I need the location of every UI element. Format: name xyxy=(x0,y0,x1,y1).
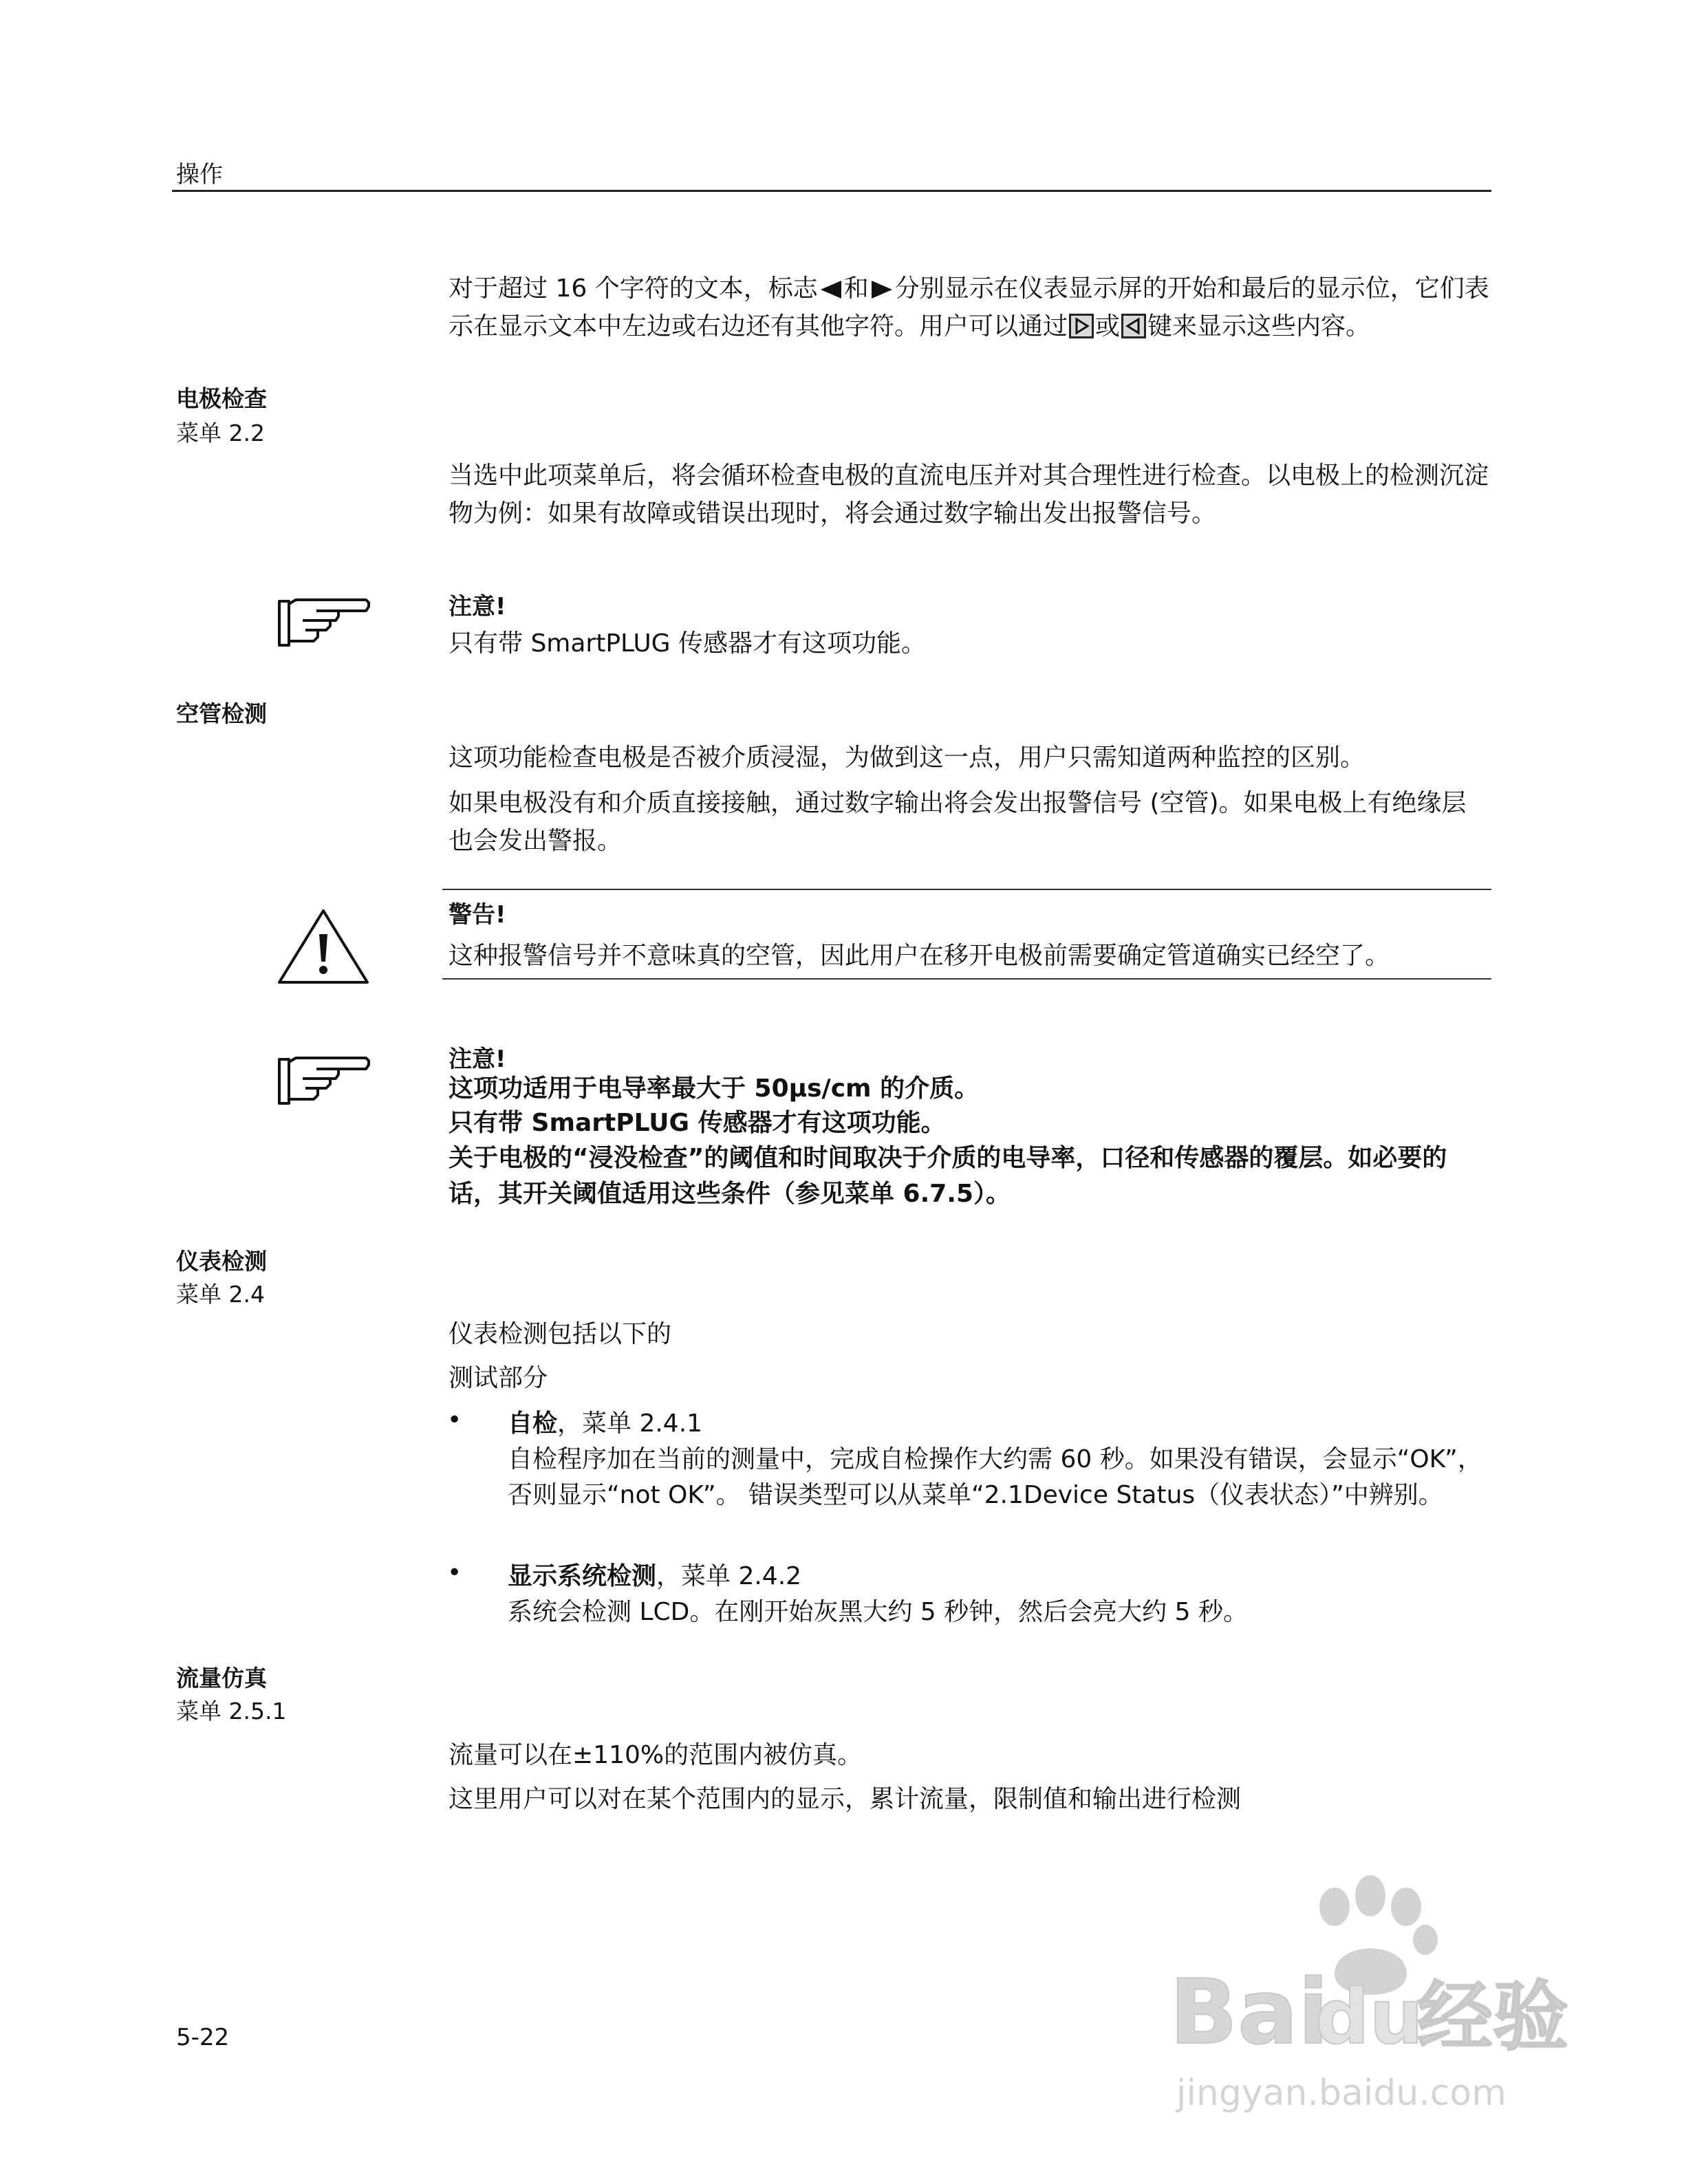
note-label-1: 注意! xyxy=(449,593,506,620)
left-triangle-icon xyxy=(819,279,843,300)
item-menu: ，菜单 2.4.1 xyxy=(557,1409,703,1438)
note-2-line-3: 关于电极的“浸没检查”的阈值和时间取决于介质的电导率，口径和传感器的覆层。如必要的话，其开关阈值适用这些条件（参见菜单 6.7.5）。 xyxy=(449,1144,1447,1208)
intro-text-1: 对于超过 16 个字符的文本，标志 xyxy=(449,274,818,303)
instrument-check-intro-1: 仪表检测包括以下的 xyxy=(449,1320,672,1348)
warning-top-rule xyxy=(442,889,1491,890)
menu-ref-2-5-1: 菜单 2.5.1 xyxy=(176,1698,287,1725)
watermark-url: jingyan.baidu.com xyxy=(1176,2073,1507,2114)
empty-pipe-body-1: 这项功能检查电极是否被介质浸湿，为做到这一点，用户只需知道两种监控的区别。 xyxy=(449,744,1365,772)
menu-ref-2-4: 菜单 2.4 xyxy=(176,1281,265,1308)
warning-bottom-rule xyxy=(442,978,1491,980)
intro-text-2: 和 xyxy=(843,274,869,303)
section-title-instrument-check: 仪表检测 xyxy=(176,1248,267,1275)
warning-triangle-icon xyxy=(275,907,371,986)
section-title-empty-pipe: 空管检测 xyxy=(176,700,267,727)
item-name: 自检 xyxy=(508,1409,558,1438)
empty-pipe-body-2: 如果电极没有和介质直接接触，通过数字输出将会发出报警信号 (空管)。如果电极上有绝缘层也会发出警报。 xyxy=(449,789,1467,855)
intro-paragraph xyxy=(449,270,1491,345)
watermark-cn: 经验 xyxy=(1417,1973,1568,2061)
watermark-brand-2: du xyxy=(1315,1973,1424,2061)
right-triangle-icon xyxy=(870,279,894,300)
bullet: • xyxy=(447,1559,462,1587)
baidu-watermark xyxy=(1169,1871,1596,2126)
item-desc: 自检程序加在当前的测量中，完成自检操作大约需 60 秒。如果没有错误，会显示“OK”， 否则显示“not OK”。 错误类型可以从菜单“2.1Device Status（仪表状态）”中辨别。 xyxy=(508,1445,1482,1509)
pointing-hand-icon xyxy=(275,593,371,649)
menu-ref-2-2: 菜单 2.2 xyxy=(176,420,265,446)
bullet: • xyxy=(447,1406,462,1434)
pointing-hand-icon xyxy=(275,1051,371,1107)
page-number: 5-22 xyxy=(176,2024,230,2051)
item-menu: ，菜单 2.4.2 xyxy=(656,1562,802,1590)
left-key-icon xyxy=(1121,314,1146,338)
section-title-electrode-check: 电极检查 xyxy=(176,385,267,412)
intro-text-5: 键来显示这些内容。 xyxy=(1147,312,1371,340)
flow-sim-body-1: 流量可以在±110%的范围内被仿真。 xyxy=(449,1741,863,1769)
warning-label: 警告! xyxy=(449,901,506,929)
item-name: 显示系统检测 xyxy=(508,1562,657,1590)
note-2-line-1: 这项功适用于电导率最大于 50µs/cm 的介质。 xyxy=(449,1074,980,1103)
note-2-line-2: 只有带 SmartPLUG 传感器才有这项功能。 xyxy=(449,1109,946,1137)
instrument-check-intro-2: 测试部分 xyxy=(449,1364,548,1392)
item-desc: 系统会检测 LCD。在刚开始灰黑大约 5 秒钟，然后会亮大约 5 秒。 xyxy=(508,1598,1248,1626)
right-key-icon xyxy=(1069,314,1094,338)
watermark-brand: Bai xyxy=(1169,1960,1329,2064)
electrode-check-body: 当选中此项菜单后，将会循环检查电极的直流电压并对其合理性进行检查。以电极上的检测沉淀物为例：如果有故障或错误出现时，将会通过数字输出发出报警信号。 xyxy=(449,462,1489,528)
note-label-2: 注意! xyxy=(449,1046,506,1073)
list-item xyxy=(508,1559,1491,1630)
flow-sim-body-2: 这里用户可以对在某个范围内的显示，累计流量，限制值和输出进行检测 xyxy=(449,1785,1242,1813)
intro-text-4: 或 xyxy=(1095,312,1121,340)
running-header: 操作 xyxy=(176,161,223,188)
section-title-flow-sim: 流量仿真 xyxy=(176,1665,267,1691)
list-item xyxy=(508,1406,1491,1513)
header-rule xyxy=(172,190,1491,192)
warning-text: 这种报警信号并不意味真的空管，因此用户在移开电极前需要确定管道确实已经空了。 xyxy=(449,942,1390,970)
note-text-1: 只有带 SmartPLUG 传感器才有这项功能。 xyxy=(449,629,927,658)
intro-text-3: 分别显示在仪表显示屏的开始和最后的显示位，它们表示在显示文本中左边或右边还有其他字符。用户可以通过 xyxy=(449,274,1489,340)
